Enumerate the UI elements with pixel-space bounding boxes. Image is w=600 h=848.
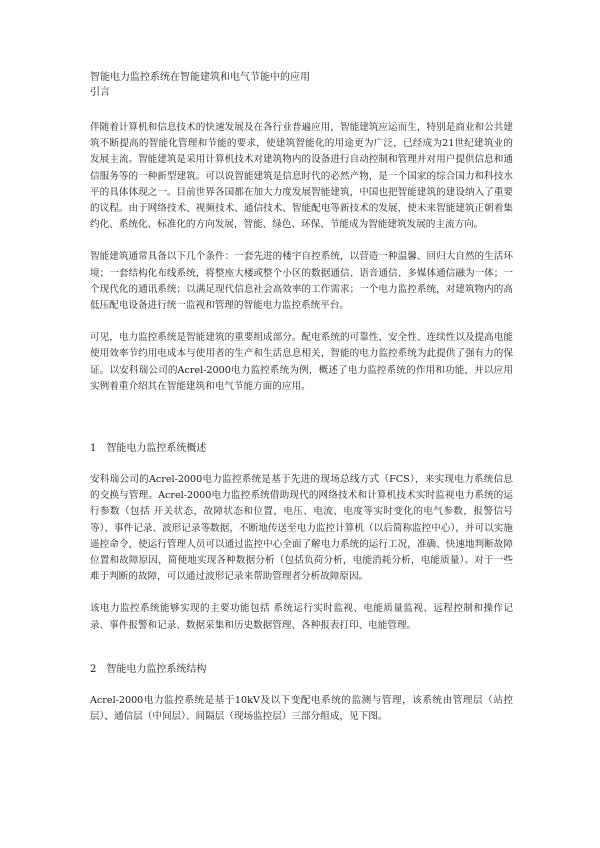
section-2-heading: 2 智能电力监控系统结构 xyxy=(90,663,207,675)
section-2-paragraph-1: Acrel-2000电力监控系统是基于10kV及以下变配电系统的监测与管理，该系统由管理层（站控层）、通信层（中间层）、间隔层（现场监控层）三部分组成，见下图。 xyxy=(90,694,513,723)
document-page xyxy=(90,70,513,741)
intro-paragraph-1: 伴随着计算机和信息技术的快速发展及在各行业普遍应用，智能建筑应运而生，特别是商业和公共建筑不断提高的智能化管理和节能的要求，使建筑智能化的用途更为广泛，已经成为21世纪建筑业的发展主流。智能建筑是采用计算机技术对建筑物内的设备进行自动控制和管理并对用户提供信息和通信服务等的一种新型建筑。可以说智能建筑是信息时代的必然产物，是一个国家的综合国力和科技水平的具体体现之一。目前世界各国都在加大力度发展智能建筑，中国也把智能建筑的建设纳入了重要的议程。由于网络技术、视频技术、通信技术、智能配电等新技术的发展，使未来智能建筑正朝着集约化、系统化、标准化的方向发展，智能、绿色、环保、节能成为智能建筑发展的主流方向。 xyxy=(90,122,513,231)
intro-heading: 引言 xyxy=(90,87,110,98)
section-gap xyxy=(90,650,513,662)
section-1-paragraph-2: 该电力监控系统能够实现的主要功能包括 系统运行实时监视、电能质量监视、远程控制和操作记录、事件报警和记录、数据采集和历史数据管理、各种报表打印、电能管理。 xyxy=(90,603,513,631)
document-title: 智能电力监控系统在智能建筑和电气节能中的应用 xyxy=(90,72,310,83)
section-1-heading: 1 智能电力监控系统概述 xyxy=(90,443,207,455)
section-1-paragraph-1: 安科瑞公司的Acrel-2000电力监控系统是基于先进的现场总线方式（FCS），来实现电力系统信息的交换与管理。Acrel-2000电力监控系统借助现代的网络技术和计算机技术实时监视电力系统的运行参数（包括 开关状态，故障状态和位置，电压、电流、电度等实时变化的电气参数，报警信号等）、事件记录、波形记录等数据，不断地传送至电力监控计算机（以后简称监控中心），并可以实施遥控命令，使运行管理人员可以通过监控中心全面了解电力系统的运行工况，准确、快速地判断故障位置和故障原因，简便地实现各种数据分析（包括负荷分析，电能消耗分析，电能质量）。对于一些难于判断的故障，可以通过波形记录来帮助管理者分析故障原因。 xyxy=(90,474,513,583)
intro-paragraph-2: 智能建筑通常具备以下几个条件：一套先进的楼宇自控系统，以营造一种温馨、回归大自然的生活环境；一套结构化布线系统，将整座大楼或整个小区的数据通信、语音通信、多媒体通信融为一体；一个现代化的通讯系统；以满足现代信息社会高效率的工作需求；一个电力监控系统，对建筑物内的高低压配电设备进行统一监视和管理的智能电力监控系统平台。 xyxy=(90,251,513,312)
section-gap xyxy=(90,411,513,441)
intro-paragraph-3: 可见，电力监控系统是智能建筑的重要组成部分。配电系统的可靠性、安全性、连续性以及提高电能使用效率节约用电成本与使用者的生产和生活息息相关，智能的电力监控系统为此提供了强有力的保证。以安科瑞公司的Acrel-2000电力监控系统为例，概述了电力监控系统的作用和功能，并以应用实例着重介绍其在智能建筑和电气节能方面的应用。 xyxy=(90,332,513,392)
